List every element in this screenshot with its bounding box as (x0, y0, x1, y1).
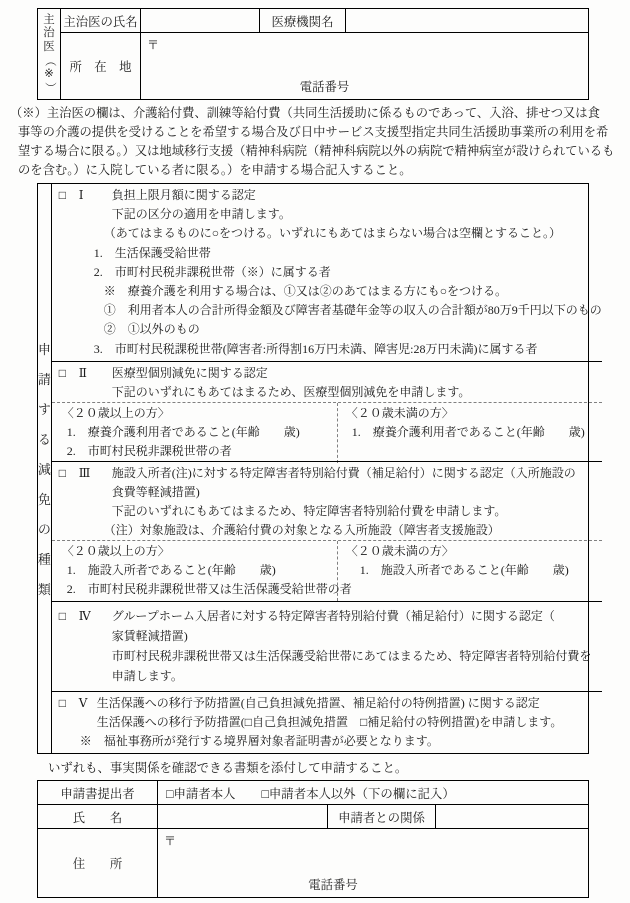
physician-phone-label: 電話番号 (299, 80, 350, 94)
section-4-group-home (52, 601, 602, 691)
section-3-facility-resident (52, 461, 602, 601)
section-3-adult-column (52, 541, 352, 601)
section-4-line: 申請します。 (111, 669, 183, 683)
section-1-suboption-2[interactable]: ② ①以外のもの (103, 322, 200, 337)
physician-name-field[interactable] (141, 9, 260, 32)
postal-mark: 〒 (164, 834, 177, 848)
section-1-checkbox[interactable]: □ (58, 188, 67, 202)
section-3-note: （注）対象施設は、介護給付費の対象となる入所施設（障害者支援施設） (103, 523, 500, 537)
section-5-note: ※ 福祉事務所が発行する境界層対象者証明書が必要となります。 (79, 734, 439, 748)
minor-condition-1: 1. 療養介護利用者であること(年齢 歳) (351, 425, 585, 439)
submitter-address-label: 住 所 (38, 829, 158, 897)
note-line: 望する場合に限る。）又は地域移行支援（精神科病院（精神科病院以外の病院で精神病室が設けられているも (18, 144, 615, 158)
physician-name-label: 主治医の氏名 (61, 9, 141, 32)
section-1-line: 下記の区分の適用を申請します。 (111, 207, 291, 222)
section-1-title: 負担上限月額に関する認定 (111, 188, 256, 202)
exemption-vertical-label: 申 請 す る 減 免 の 種 類 (38, 184, 52, 753)
section-5-welfare-transition (52, 691, 602, 753)
note-line: （※）主治医の欄は、介護給付費、訓練等給付費（共同生活援助に係るものであって、入浴、排せつ又は食 (10, 106, 600, 120)
section-3-minor-column (338, 541, 602, 601)
section-4-line: 市町村民税非課税世帯又は生活保護受給世帯にあてはまるため、特定障害者特別給付費を (111, 649, 592, 663)
relation-field[interactable] (436, 805, 588, 828)
adult-condition-1: 1. 療養介護利用者であること(年齢 歳) (66, 425, 300, 439)
adult-header: 〈２０歳以上の方〉 (61, 544, 170, 558)
section-4-checkbox[interactable]: □ (58, 609, 67, 623)
section-5-numeral: Ⅴ (78, 696, 88, 710)
section-2-checkbox[interactable]: □ (58, 366, 67, 380)
section-1-line: （あてはまるものに○をつける。いずれにもあてはまらない場合は空欄とすること。） (103, 226, 562, 241)
minor-condition-1: 1. 施設入所者であること(年齢 歳) (359, 563, 569, 577)
relation-label: 申請者との関係 (328, 805, 436, 828)
minor-header: 〈２０歳未満の方〉 (345, 544, 454, 558)
submitter-self-checkbox[interactable]: □申請者本人 (166, 786, 236, 801)
note-line: 事等の介護の提供を受けることを希望する場合及び日中サービス支援型指定共同生活援助事業所の利用を希 (18, 125, 609, 139)
section-3-line: 下記のいずれにもあてはまるため、特定障害者特別給付費を申請します。 (111, 504, 507, 518)
submitter-address-field[interactable] (158, 829, 588, 897)
exemption-table (37, 183, 602, 754)
physician-vertical-label: 主 治 医 （ ※ ） (38, 9, 61, 99)
physician-address-field[interactable] (141, 33, 588, 99)
section-3-line: 食費等軽減措置) (111, 485, 200, 499)
section-5-apply-line[interactable]: 生活保護への移行予防措置(□自己負担減免措置 □補足給付の特例措置)を申請します。 (96, 715, 563, 729)
section-2-line: 下記のいずれにもあてはまるため、医療型個別減免を申請します。 (111, 385, 471, 399)
submitter-other-checkbox[interactable]: □申請者本人以外（下の欄に記入） (261, 786, 455, 801)
section-1-option-1[interactable]: 1. 生活保護受給世帯 (93, 245, 211, 260)
section-3-numeral: Ⅲ (78, 466, 91, 480)
attachment-instruction: いずれも、事実関係を確認できる書類を添付して申請すること。 (48, 761, 408, 775)
section-3-checkbox[interactable]: □ (58, 466, 67, 480)
section-4-title: グループホーム入居者に対する特定障害者特別給付費（補足給付）に関する認定（ (111, 609, 555, 623)
submitter-table (37, 780, 589, 898)
section-5-title: 生活保護への移行予防措置(自己負担減免措置、補足給付の特例措置) に関する認定 (96, 696, 540, 710)
note-line: のを含む。）に入院している者に限る。）を申請する場合記入すること。 (18, 163, 412, 177)
minor-header: 〈２０歳未満の方〉 (345, 406, 454, 420)
section-1-suboption-1[interactable]: ① 利用者本人の合計所得金額及び障害者基礎年金等の収入の合計額が80万9千円以下のもの (103, 303, 602, 318)
section-2-minor-column (338, 403, 602, 463)
submitter-row-label: 申請書提出者 (38, 781, 158, 804)
section-2-adult-column (52, 403, 338, 463)
postal-mark: 〒 (147, 38, 160, 52)
section-4-line: 家賃軽減措置) (111, 629, 188, 643)
submitter-phone-label: 電話番号 (308, 878, 358, 892)
adult-condition-1: 1. 施設入所者であること(年齢 歳) (66, 563, 276, 577)
section-1-option-2[interactable]: 2. 市町村民税非課税世帯（※）に属する者 (93, 264, 331, 279)
section-2-medical-reduction (52, 361, 602, 461)
section-2-numeral: Ⅱ (78, 366, 87, 380)
physician-note (10, 104, 620, 180)
section-5-checkbox[interactable]: □ (58, 696, 67, 710)
section-3-title: 施設入所者(注)に対する特定障害者特別給付費（補足給付）に関する認定（入所施設の (111, 466, 576, 480)
physician-table (37, 8, 589, 100)
section-4-numeral: Ⅳ (78, 609, 91, 623)
section-1-note: ※ 療養介護を利用する場合は、①又は②のあてはまる方にも○をつける。 (103, 283, 508, 298)
section-1-upper-limit (52, 184, 602, 361)
submitter-name-field[interactable] (158, 805, 328, 828)
submitter-name-label: 氏 名 (38, 805, 158, 828)
medical-institution-field[interactable] (346, 9, 588, 32)
adult-condition-2: 2. 市町村民税非課税世帯又は生活保護受給世帯の者 (66, 582, 352, 596)
adult-condition-2: 2. 市町村民税非課税世帯の者 (66, 444, 232, 458)
adult-header: 〈２０歳以上の方〉 (61, 406, 170, 420)
section-1-numeral: Ⅰ (78, 188, 84, 202)
medical-institution-label: 医療機関名 (260, 9, 346, 32)
section-1-option-3[interactable]: 3. 市町村民税課税世帯(障害者:所得割16万円未満、障害児:28万円未満)に属する者 (93, 341, 538, 356)
physician-address-label: 所 在 地 (61, 33, 141, 99)
section-2-title: 医療型個別減免に関する認定 (111, 366, 268, 380)
